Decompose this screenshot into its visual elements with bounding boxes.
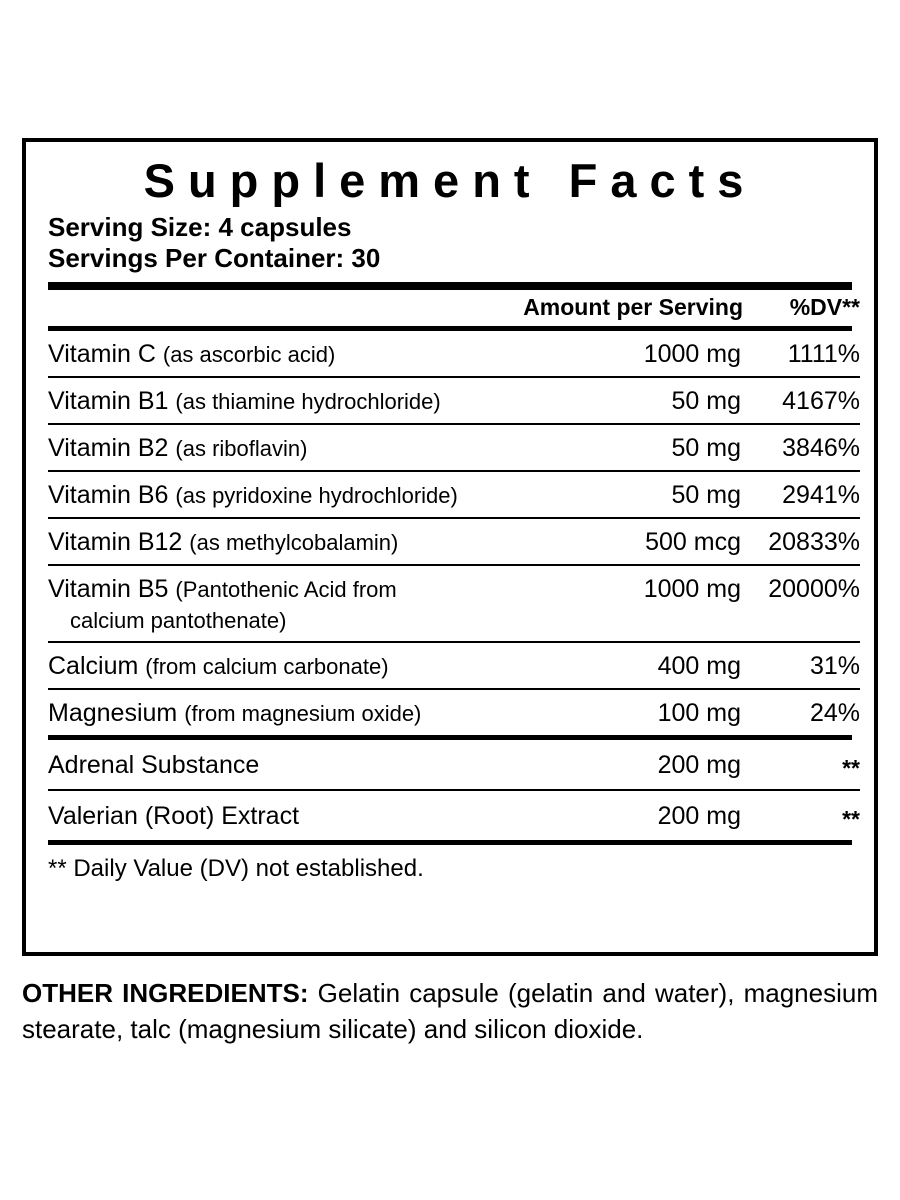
nutrient-descriptor: (as riboflavin) (175, 436, 308, 461)
nutrient-dv: 3846% (743, 424, 860, 471)
column-header-dv: %DV** (789, 294, 860, 320)
table-row (48, 740, 860, 790)
nutrient-name-cell (48, 642, 488, 689)
daily-value-footnote: ** Daily Value (DV) not established. (48, 855, 424, 882)
nutrient-amount: 1000 mg (488, 331, 743, 377)
table-row (48, 331, 860, 377)
nutrient-name: Calcium (48, 652, 139, 680)
nutrient-amount: 500 mcg (488, 518, 743, 565)
serving-size: Serving Size: 4 capsules (48, 212, 352, 242)
nutrient-descriptor: (as ascorbic acid) (162, 342, 336, 367)
nutrient-dv: 24% (809, 699, 860, 727)
nutrition-table (48, 290, 860, 326)
ingredient-name: Adrenal Substance (48, 740, 488, 790)
nutrient-name-cell (48, 331, 488, 377)
other-actives-table (48, 740, 860, 840)
nutrient-name-cell (48, 689, 488, 735)
supplement-facts-panel (22, 138, 878, 956)
nutrient-name: Vitamin C (48, 340, 156, 368)
column-header-name (48, 290, 488, 326)
nutrient-name-cell (48, 565, 488, 642)
column-header-amount: Amount per Serving (523, 294, 743, 320)
nutrient-name: Vitamin B12 (48, 528, 183, 556)
table-row (48, 518, 860, 565)
nutrient-amount: 100 mg (657, 699, 741, 727)
supplement-facts-inner (48, 150, 860, 884)
nutrient-descriptor: (from calcium carbonate) (145, 654, 389, 679)
nutrient-dv: 4167% (743, 377, 860, 424)
nutrient-amount: 400 mg (488, 642, 743, 689)
nutrient-name-cell (48, 471, 488, 518)
ingredient-amount: 200 mg (657, 802, 741, 830)
nutrient-dv: 31% (743, 642, 860, 689)
other-ingredients-label: OTHER INGREDIENTS: (22, 978, 309, 1008)
table-header-row (48, 290, 860, 326)
nutrient-name-cell (48, 518, 488, 565)
nutrients-table (48, 331, 860, 735)
other-ingredients-text: Gelatin capsule (gelatin and water), magnesium stearate, talc (magnesium silicate) and silicon dioxide. (22, 978, 878, 1044)
table-row (48, 471, 860, 518)
nutrient-name: Vitamin B6 (48, 481, 169, 509)
nutrient-name: Vitamin B1 (48, 387, 169, 415)
nutrient-dv: 20833% (743, 518, 860, 565)
nutrient-descriptor: (from magnesium oxide) (184, 701, 422, 726)
nutrient-name: Vitamin B5 (48, 575, 169, 603)
nutrient-descriptor: (as pyridoxine hydrochloride) (175, 483, 458, 508)
nutrient-dv: 2941% (743, 471, 860, 518)
table-row (48, 424, 860, 471)
nutrient-amount: 1000 mg (488, 565, 743, 642)
nutrient-name: Vitamin B2 (48, 434, 169, 462)
table-row (48, 377, 860, 424)
nutrient-name: Magnesium (48, 699, 178, 727)
nutrient-descriptor: (as methylcobalamin) (189, 530, 399, 555)
other-ingredients (22, 975, 878, 1047)
table-row (48, 642, 860, 689)
nutrient-dv: 20000% (743, 565, 860, 642)
page-title: Supplement Facts (143, 154, 757, 207)
table-row (48, 689, 860, 735)
table-row (48, 790, 860, 840)
nutrient-amount: 50 mg (488, 424, 743, 471)
nutrient-dv: 1111% (743, 331, 860, 377)
table-row (48, 565, 860, 642)
ingredient-amount: 200 mg (488, 740, 743, 790)
divider-thick-top (48, 282, 852, 290)
nutrient-amount: 50 mg (488, 471, 743, 518)
ingredient-dv: ** (842, 806, 860, 832)
nutrient-name-cell (48, 424, 488, 471)
nutrient-name-cell (48, 377, 488, 424)
nutrient-amount: 50 mg (488, 377, 743, 424)
ingredient-dv: ** (743, 740, 860, 790)
nutrient-descriptor: (as thiamine hydrochloride) (175, 389, 441, 414)
ingredient-name: Valerian (Root) Extract (48, 802, 300, 830)
nutrient-descriptor-cont: calcium pantothenate) (70, 608, 287, 633)
servings-per-container: Servings Per Container: 30 (48, 243, 381, 273)
nutrient-descriptor: (Pantothenic Acid from (175, 577, 397, 602)
